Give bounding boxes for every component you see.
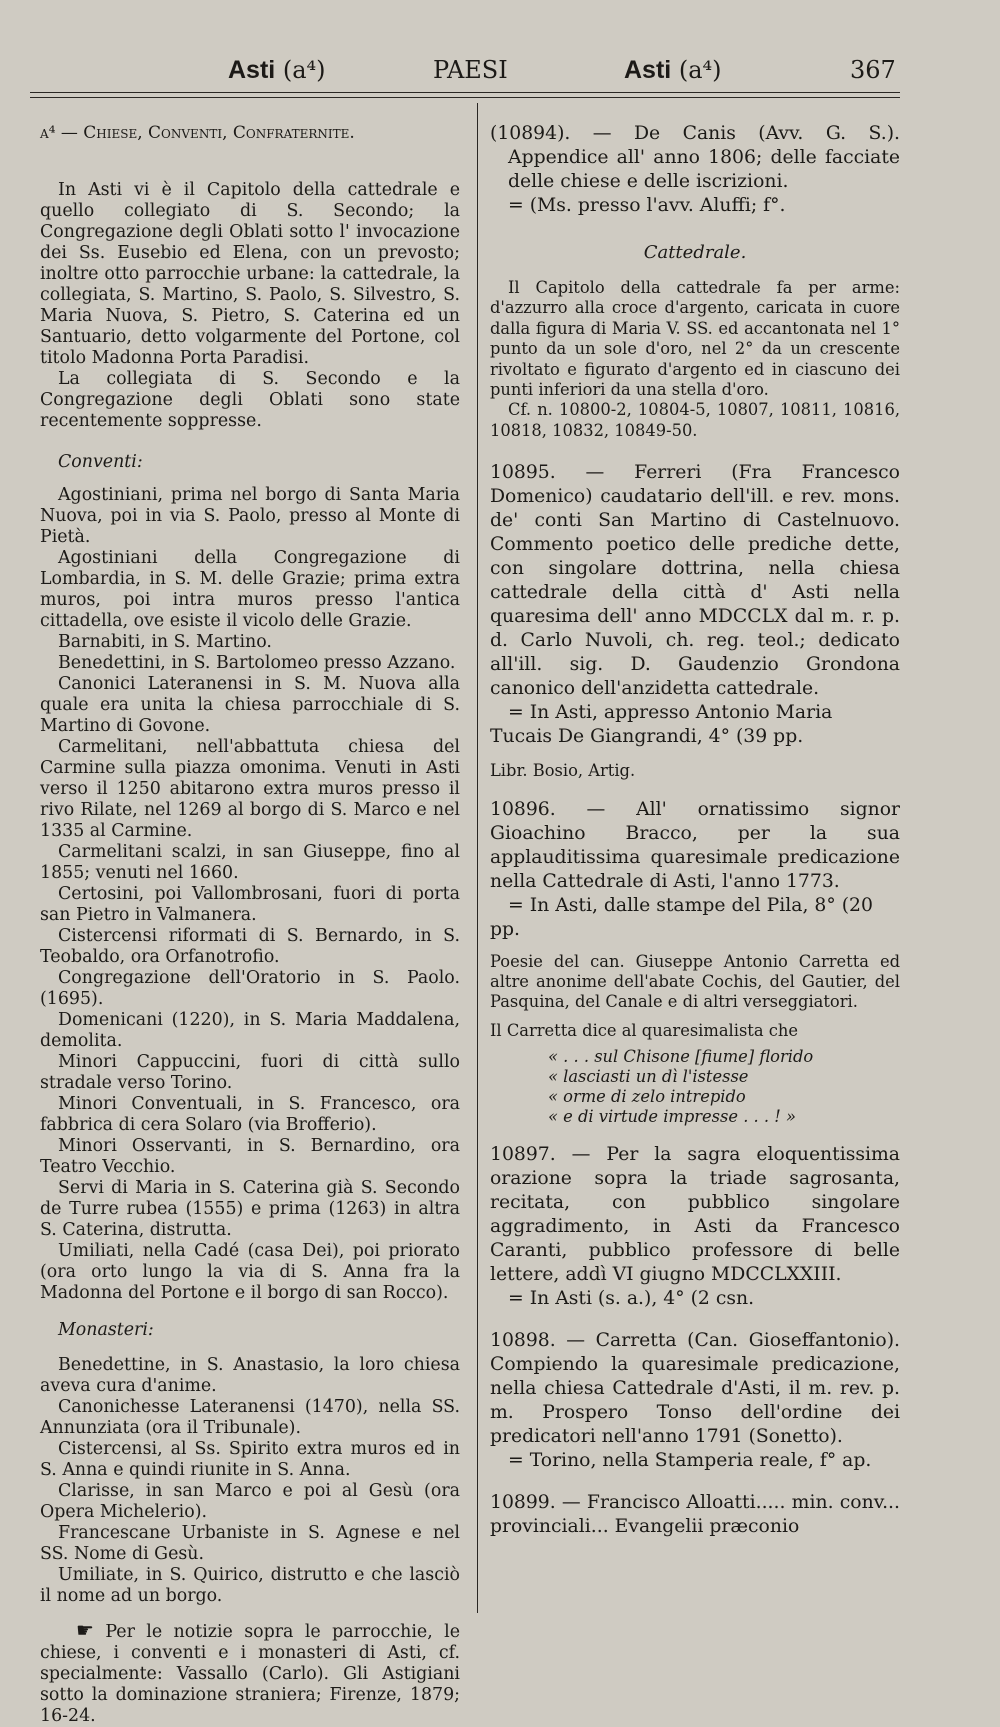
header-left-sub: (a⁴) (282, 56, 326, 84)
column-divider (477, 103, 478, 1613)
list-item: Minori Cappuccini, fuori di città sullo stradale verso Torino. (40, 1052, 460, 1093)
header-center: PAESI (433, 56, 508, 84)
list-item: Minori Osservanti, in S. Bernardino, ora Teatro Vecchio. (40, 1136, 460, 1177)
list-item: Agostiniani, prima nel borgo di Santa Maria Nuova, poi in via S. Paolo, presso al Monte di Pietà. (40, 485, 460, 547)
list-item: Umiliati, nella Cadé (casa Dei), poi priorato (ora orto lungo la via di S. Anna fra la Madonna del Portone e il borgo di san Rocco). (40, 1241, 460, 1303)
list-item: Cistercensi riformati di S. Bernardo, in S. Teobaldo, ora Orfanotrofio. (40, 926, 460, 967)
entry-10897: 10897. — Per la sagra eloquentissima orazione sopra la triade sagrosanta, recitata, con pubblico singolare aggradimento, in Asti da Francesco Caranti, pubblico professore di belle lettere, addì VI giugno MDCCLXXIII. (490, 1144, 900, 1286)
list-item: Francescane Urbaniste in S. Agnese e nel SS. Nome di Gesù. (40, 1523, 460, 1564)
header-rule-top (30, 92, 900, 93)
list-item: Umiliate, in S. Quirico, distrutto e che lasciò il nome ad un borgo. (40, 1565, 460, 1606)
note-text: Per le notizie sopra le parrocchie, le chiese, i conventi e i monasteri di Asti, cf. specialmente: Vassallo (Carlo). Gli Astigiani sotto la dominazione straniera; Firenze, 1879; 16-24. (40, 1622, 461, 1726)
list-item: Carmelitani scalzi, in san Giuseppe, fino al 1855; venuti nel 1660. (40, 842, 460, 883)
entry-10895-library: Libr. Bosio, Artig. (490, 761, 636, 781)
right-column (490, 122, 900, 1539)
entry-10894-location: = (Ms. presso l'avv. Aluffi; f°. (508, 195, 786, 216)
bibliographic-note (40, 1618, 461, 1727)
entry-10896-note: Poesie del can. Giuseppe Antonio Carretta ed altre anonime dell'abate Cochis, del Gautier, del Pasquina, del Canale e di altri verseggiatori. (490, 951, 900, 1012)
list-item: Benedettini, in S. Bartolomeo presso Azzano. (58, 653, 456, 673)
page-number: 367 (850, 56, 896, 84)
list-item: Servi di Maria in S. Caterina già S. Secondo de Turre rubea (1555) e prima (1263) in altra S. Caterina, distrutta. (40, 1178, 460, 1240)
list-item: Agostiniani della Congregazione di Lombardia, in S. M. delle Grazie; prima extra muros, poi intra muros presso l'antica cittadella, ove esiste il vicolo delle Grazie. (40, 548, 460, 631)
header-left (228, 52, 326, 88)
verse-line: « . . . sul Chisone [fiume] florido (548, 1047, 814, 1067)
entry-10895: 10895. — Ferreri (Fra Francesco Domenico) caudatario dell'ill. e rev. mons. de' conti San Martino di Castelnuovo. Commento poetico delle prediche dette, con singolare dottrina, nella chiesa cattedrale della città d' Asti nella quaresima dell' anno MDCCLX dal m. r. p. d. Carlo Nuvoli, ch. reg. teol.; dedicato all'ill. sig. D. Gaudenzio Grondona canonico dell'anzidetta cattedrale. (490, 462, 900, 700)
list-item: Congregazione dell'Oratorio in S. Paolo. (1695). (40, 968, 460, 1009)
list-item: Canonichesse Lateranensi (1470), nella SS. Annunziata (ora il Tribunale). (40, 1397, 460, 1438)
entry-10898: 10898. — Carretta (Can. Gioseffantonio). Compiendo la quaresimale predicazione, nella chiesa Cattedrale d'Asti, il m. rev. p. m. Prospero Tonso dell'ordine dei predicatori nell'anno 1791 (Sonetto). (490, 1330, 900, 1448)
list-item: Certosini, poi Vallombrosani, fuori di porta san Pietro in Valmanera. (40, 884, 460, 925)
entry-10896-quote-intro: Il Carretta dice al quaresimalista che (490, 1020, 798, 1040)
cattedrale-crossref: Cf. n. 10800-2, 10804-5, 10807, 10811, 10816, 10818, 10832, 10849-50. (490, 400, 900, 440)
left-column (40, 122, 460, 1727)
cattedrale-heading: Cattedrale. (643, 242, 747, 263)
section-heading: a⁴ — Chiese, Conventi, Confraternite. (40, 123, 355, 143)
header-right-sub: (a⁴) (678, 56, 722, 84)
entry-10896-location: = In Asti, dalle stampe del Pila, 8° (20 pp. (490, 894, 873, 940)
monasteri-list (40, 1355, 460, 1607)
list-item: Clarisse, in san Marco e poi al Gesù (ora Opera Michelerio). (40, 1481, 460, 1522)
header-left-title: Asti (228, 56, 276, 84)
verse-quote (490, 1047, 900, 1127)
list-item: Carmelitani, nell'abbattuta chiesa del Carmine sulla piazza omonima. Venuti in Asti verso il 1250 abitarono extra muros presso il rivo Rilate, nel 1269 al borgo di S. Marco e nel 1335 al Carmine. (40, 737, 460, 841)
list-item: Benedettine, in S. Anastasio, la loro chiesa aveva cura d'anime. (40, 1355, 460, 1396)
list-item: Barnabiti, in S. Martino. (58, 632, 272, 652)
list-item: Cistercensi, al Ss. Spirito extra muros ed in S. Anna e quindi riunite in S. Anna. (40, 1439, 460, 1480)
monasteri-heading: Monasteri: (58, 1320, 154, 1340)
entry-10899: 10899. — Francisco Alloatti..... min. conv... provinciali... Evangelii præconio (490, 1492, 900, 1538)
cattedrale-note: Il Capitolo della cattedrale fa per arme: d'azzurro alla croce d'argento, caricata in cuore dalla figura di Maria V. SS. ed accantonata nel 1° punto da un sole d'oro, nel 2° da un crescente rivoltato e figurato d'argento ed in ciascuno dei punti inferiori da una stella d'oro. (490, 278, 900, 400)
list-item: Domenicani (1220), in S. Maria Maddalena, demolita. (40, 1010, 460, 1051)
entry-10895-location: = In Asti, appresso Antonio Maria Tucais De Giangrandi, 4° (39 pp. (490, 702, 833, 748)
entry-10894: (10894). — De Canis (Avv. G. S.). Appendice all' anno 1806; delle facciate delle chiese e delle iscrizioni. (490, 123, 900, 192)
entry-10896: 10896. — All' ornatissimo signor Gioachino Bracco, per la sua applauditissima quaresimale predicazione nella Cattedrale di Asti, l'anno 1773. (490, 798, 900, 892)
intro-paragraph: In Asti vi è il Capitolo della cattedrale e quello collegiato di S. Secondo; la Congregazione degli Oblati sotto l' invocazione dei Ss. Eusebio ed Elena, con un prevosto; inoltre otto parrocchie urbane: la cattedrale, la collegiata, S. Martino, S. Paolo, S. Silvestro, S. Maria Nuova, S. Pietro, S. Caterina ed un Santuario, detto volgarmente del Portone, col titolo Madonna Porta Paradisi. (40, 180, 460, 368)
verse-line: « e di virtude impresse . . . ! » (548, 1107, 796, 1127)
entry-10898-location: = Torino, nella Stamperia reale, f° ap. (508, 1450, 872, 1472)
header-rule-bottom (30, 97, 900, 98)
intro-paragraph: La collegiata di S. Secondo e la Congregazione degli Oblati sono state recentemente soppresse. (40, 369, 460, 431)
header-right-title: Asti (624, 56, 672, 84)
list-item: Canonici Lateranensi in S. M. Nuova alla quale era unita la chiesa parrocchiale di S. Martino di Govone. (40, 674, 460, 736)
verse-line: « lasciasti un dì l'istesse (548, 1067, 749, 1087)
list-item: Minori Conventuali, in S. Francesco, ora fabbrica di cera Solaro (via Brofferio). (40, 1094, 460, 1135)
verse-line: « orme di zelo intrepido (548, 1087, 746, 1107)
entry-10897-location: = In Asti (s. a.), 4° (2 csn. (508, 1288, 755, 1310)
conventi-heading: Conventi: (58, 452, 143, 472)
pointing-hand-icon: ☛ (76, 1618, 94, 1642)
header-right (624, 52, 722, 88)
conventi-list (40, 485, 460, 1304)
